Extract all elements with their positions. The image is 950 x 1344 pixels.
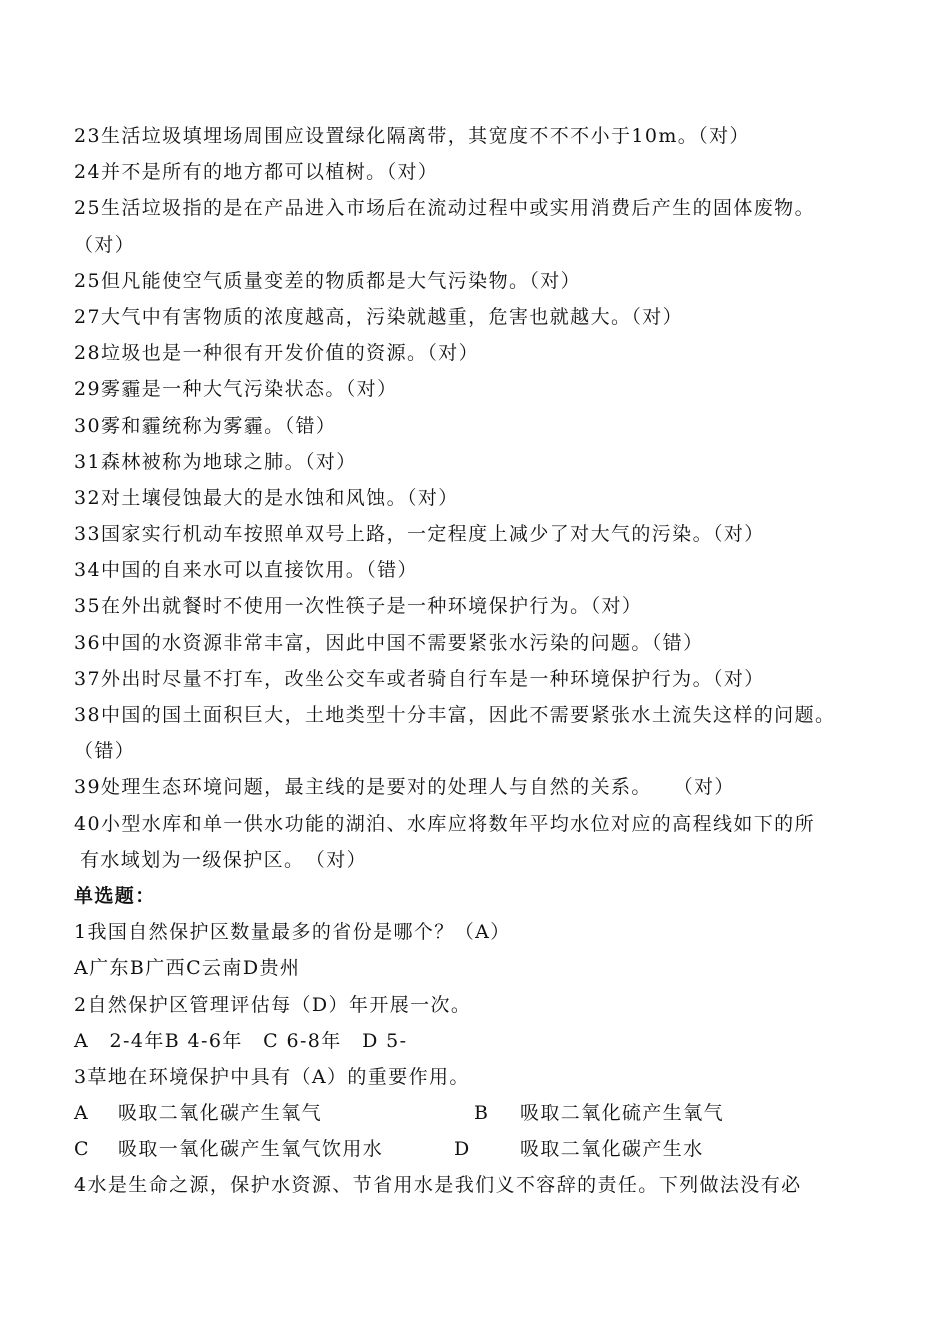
tf-question-34: 34中国的自来水可以直接饮用。（错） bbox=[74, 559, 418, 582]
option-b-text: 吸取二氧化硫产生氧气 bbox=[520, 1102, 725, 1125]
mc-question-1-options: A广东B广西C云南D贵州 bbox=[74, 957, 301, 980]
mc-question-1: 1我国自然保护区数量最多的省份是哪个？（A） bbox=[74, 921, 511, 944]
tf-question-36: 36中国的水资源非常丰富，因此中国不需要紧张水污染的问题。（错） bbox=[74, 631, 704, 654]
tf-question-33: 33国家实行机动车按照单双号上路，一定程度上减少了对大气的污染。（对） bbox=[74, 523, 765, 546]
tf-question-25a-answer: （对） bbox=[74, 233, 136, 256]
mc-question-3-options-row-2 bbox=[74, 1131, 904, 1167]
tf-question-30: 30雾和霾统称为雾霾。（错） bbox=[74, 414, 337, 437]
mc-question-3-options-row-1 bbox=[74, 1095, 904, 1131]
tf-question-40: 40小型水库和单一供水功能的湖泊、水库应将数年平均水位对应的高程线如下的所 bbox=[74, 812, 815, 835]
tf-question-29: 29雾霾是一种大气污染状态。（对） bbox=[74, 378, 398, 401]
tf-question-24: 24并不是所有的地方都可以植树。（对） bbox=[74, 161, 439, 184]
section-title-single-choice: 单选题： bbox=[74, 884, 156, 907]
tf-question-23: 23生活垃圾填埋场周围应设置绿化隔离带，其宽度不不不小于10m。（对） bbox=[74, 125, 750, 147]
option-a-letter: A bbox=[74, 1102, 90, 1125]
tf-question-25b: 25但凡能使空气质量变差的物质都是大气污染物。（对） bbox=[74, 269, 582, 292]
option-b-letter: B bbox=[474, 1102, 490, 1125]
tf-question-28: 28垃圾也是一种很有开发价值的资源。（对） bbox=[74, 342, 480, 365]
mc-question-2: 2自然保护区管理评估每（D）年开展一次。 bbox=[74, 993, 472, 1016]
tf-question-25a: 25生活垃圾指的是在产品进入市场后在流动过程中或实用消费后产生的固体废物。 bbox=[74, 197, 815, 220]
tf-question-39: 39处理生态环境问题，最主线的是要对的处理人与自然的关系。 （对） bbox=[74, 776, 735, 799]
tf-question-31: 31森林被称为地球之肺。（对） bbox=[74, 450, 357, 473]
option-a-text: 吸取二氧化碳产生氧气 bbox=[118, 1102, 323, 1125]
tf-question-38: 38中国的国土面积巨大，土地类型十分丰富，因此不需要紧张水土流失这样的问题。 bbox=[74, 704, 836, 726]
tf-question-38-answer: （错） bbox=[74, 740, 136, 763]
option-c-letter: C bbox=[74, 1138, 90, 1161]
tf-question-32: 32对土壤侵蚀最大的是水蚀和风蚀。（对） bbox=[74, 486, 459, 509]
option-c-text: 吸取一氧化碳产生氧气饮用水 bbox=[118, 1138, 384, 1161]
tf-question-37: 37外出时尽量不打车，改坐公交车或者骑自行车是一种环境保护行为。（对） bbox=[74, 667, 765, 690]
document-body bbox=[74, 118, 904, 1204]
mc-question-2-options: A 2-4年B 4-6年 C 6-8年 D 5- bbox=[74, 1029, 408, 1052]
mc-question-3: 3草地在环境保护中具有（A）的重要作用。 bbox=[74, 1065, 470, 1088]
tf-question-40-continued: 有水域划为一级保护区。 （对） bbox=[80, 848, 368, 871]
option-d-letter: D bbox=[454, 1138, 471, 1161]
option-d-text: 吸取二氧化碳产生水 bbox=[520, 1138, 704, 1161]
tf-question-35: 35在外出就餐时不使用一次性筷子是一种环境保护行为。（对） bbox=[74, 595, 643, 618]
tf-question-27: 27大气中有害物质的浓度越高，污染就越重，危害也就越大。（对） bbox=[74, 305, 684, 328]
mc-question-4: 4水是生命之源，保护水资源、节省用水是我们义不容辞的责任。下列做法没有必 bbox=[74, 1174, 802, 1197]
